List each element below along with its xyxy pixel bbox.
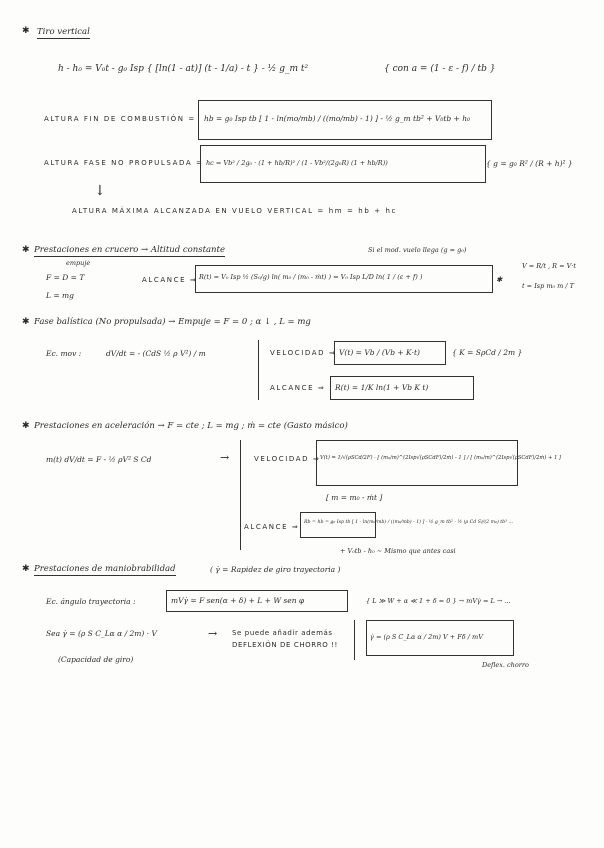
altitude-equation: h - h₀ = V₀t - g₀ Isp { [ln(1 - at)] (t - 1/a) - t } - ½ g_m t² [58,64,309,74]
forces-line-2: L = mg [46,291,74,300]
cruise-range-equation: R(t) = V₀ Isp ½ (S₀/g) ln( m₀ / (m₀ - ṁt) ) = V₀ Isp L/D ln( 1 / (ε + f) ) [199,273,423,281]
down-arrow: ↓ [94,183,106,199]
arrow: → [208,627,218,640]
trajectory-label: Ec. ángulo trayectoria : [46,597,136,606]
trajectory-equation: mVγ̇ = F sen(α + δ) + L + W sen φ [171,596,305,605]
coast-label: ALTURA FASE NO PROPULSADA = [44,159,204,167]
ballistic-eq-label: Ec. mov : [46,349,82,358]
accel-velocity-box [316,440,518,486]
cruise-range-label: ALCANCE ⇒ [142,276,198,284]
cruise-side-2: t = Isp m₀ m / T [522,282,574,290]
add-note-2: DEFLEXIÓN DE CHORRO !! [232,641,338,649]
forces-line-1: F = D = T [46,273,85,282]
final-turn-rate-equation: γ̇ = (ρ S C_Lα α / 2m) V + Fδ / mV [370,633,483,641]
accel-bracket [240,440,241,550]
add-note-1: Se puede añadir además [232,629,333,637]
final-bracket [354,620,355,660]
ballistic-eq-motion: dV/dt = - (CdS ½ ρ V²) / m [106,349,206,358]
coast-equation: hc = Vb² / 2g₀ · (1 + hb/R)² / (1 - Vb²/(2g₀R) (1 + hb/R)) [206,159,388,167]
trajectory-conditions: { L ≫ W + α ≪ 1 + δ = 0 } → mVγ̇ = L → ... [366,597,511,605]
bullet: ✱ [22,317,30,327]
accel-eq-motion: m(t) dV/dt = F - ½ ρV² S Cd [46,455,152,464]
empuje-annotation: empuje [66,259,91,267]
section-heading-balistica: Fase balística (No propulsada) → Empuje = F = 0 ; α ↓ , L = mg [34,317,311,327]
deflection-label: Deflex. chorro [482,661,529,669]
ballistic-range-equation: R(t) = 1/K ln(1 + Vb K t) [335,383,429,392]
arrow: → [220,451,230,464]
accel-range-equation: Rb = hb = g₀ Isp tb [ 1 - ln(m₀/mb) / ((m₀/mb) - 1) ] - ½ g_m tb² - ½ (ρ Cd S)/(2 m₀) tb³ ... [304,520,514,525]
accel-velocity-label: VELOCIDAD ⇒ [254,455,321,463]
bullet: ✱ [22,421,30,431]
ballistic-velocity-label: VELOCIDAD ⇒ [270,349,337,357]
ballistic-bracket [258,340,259,400]
ballistic-k-definition: { K = SρCd / 2m } [452,348,523,357]
accel-range-label: ALCANCE ⇒ [244,523,300,531]
cruise-star: ✱ [496,275,503,284]
a-definition: { con a = (1 - ε - f) / tb } [384,64,496,74]
cruise-note: Si el mod. vuelo llega (g ≈ g₀) [368,246,467,254]
accel-range-tail: + V₀tb - h₀ ∼ Mismo que antes casi [340,547,456,555]
bullet: ✱ [22,26,30,36]
bullet: ✱ [22,245,30,255]
burnout-label: ALTURA FIN DE COMBUSTIÓN = [44,115,196,123]
maneuver-heading-note: ( γ̇ = Rapidez de giro trayectoria ) [210,565,341,574]
turn-capacity-label: (Capacidad de giro) [58,655,134,664]
bullet: ✱ [22,564,30,574]
accel-velocity-equation: V(t) = 1/√(ρSCd/2F) · [ (m₀/m)^(2Isp√(ρSCdF)/2ṁ) - 1 ] / [ (m₀/m)^(2Isp√(ρSCdF)/2ṁ) + 1 ] [320,455,561,461]
max-altitude-label: ALTURA MÁXIMA ALCANZADA EN VUELO VERTICAL = hm = hb + hc [72,207,397,215]
turn-rate-equation: Sea γ̇ = (ρ S C_Lα α / 2m) · V [46,629,157,638]
section-heading-crucero: Prestaciones en crucero → Altitud constante [34,245,225,255]
gravity-equation: { g = g₀ R² / (R + h)² } [486,159,573,168]
section-heading-tiro-vertical: Tiro vertical [37,27,90,37]
section-heading-aceleracion: Prestaciones en aceleración → F = cte ; L = mg ; ṁ = cte (Gasto másico) [34,421,348,431]
burnout-equation: hb = g₀ Isp tb [ 1 - ln(mo/mb) / ((mo/mb) - 1) ] - ½ g_m tb² + V₀tb + h₀ [204,114,471,123]
section-heading-maniobrabilidad: Prestaciones de maniobrabilidad [34,564,176,574]
accel-mass-equation: [ m = m₀ - ṁt ] [326,493,383,502]
ballistic-range-label: ALCANCE ⇒ [270,384,326,392]
ballistic-velocity-equation: V(t) = Vb / (Vb + K·t) [339,348,420,357]
cruise-side-1: V = R/t , R = V·t [522,262,577,270]
